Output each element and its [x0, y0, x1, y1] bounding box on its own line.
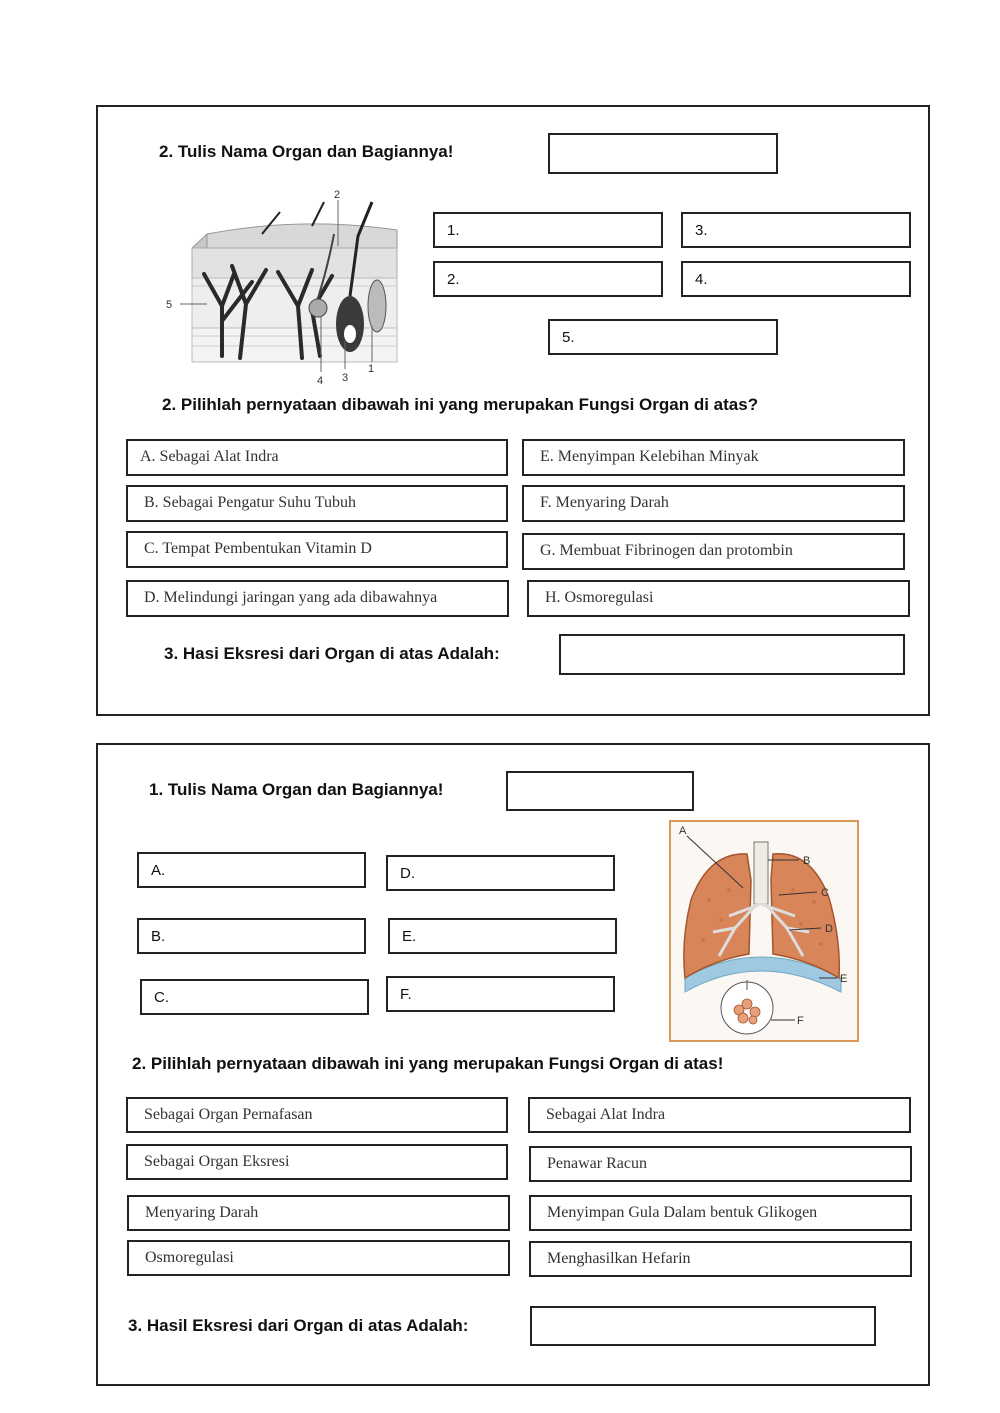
diagram-label-4: 4	[317, 375, 324, 387]
option-organ-eksresi[interactable]: Sebagai Organ Eksresi	[126, 1144, 508, 1180]
part-input-e[interactable]: E.	[388, 918, 617, 954]
option-f[interactable]: F. Menyaring Darah	[522, 485, 905, 522]
part-input-f[interactable]: F.	[386, 976, 615, 1012]
part-input-2[interactable]: 2.	[433, 261, 663, 297]
option-a[interactable]: A. Sebagai Alat Indra	[126, 439, 508, 476]
excretion-answer-input[interactable]	[559, 634, 905, 675]
lung-label-f: F	[797, 1015, 804, 1027]
lungs-diagram	[669, 820, 859, 1042]
part-input-1[interactable]: 1.	[433, 212, 663, 248]
option-glikogen[interactable]: Menyimpan Gula Dalam bentuk Glikogen	[529, 1195, 912, 1231]
diagram-label-1: 1	[368, 363, 375, 375]
part-input-a[interactable]: A.	[137, 852, 366, 888]
question-2-title: 2. Pilihlah pernyataan dibawah ini yang merupakan Fungsi Organ di atas?	[162, 395, 759, 414]
option-e[interactable]: E. Menyimpan Kelebihan Minyak	[522, 439, 905, 476]
option-menyaring-darah[interactable]: Menyaring Darah	[127, 1195, 510, 1231]
question-1-title: 2. Tulis Nama Organ dan Bagiannya!	[159, 142, 454, 161]
option-h[interactable]: H. Osmoregulasi	[527, 580, 910, 617]
diagram-label-2: 2	[334, 189, 341, 201]
option-hefarin[interactable]: Menghasilkan Hefarin	[529, 1241, 912, 1277]
lung-label-e: E	[840, 973, 848, 985]
lung-label-d: D	[825, 923, 833, 935]
part-input-4[interactable]: 4.	[681, 261, 911, 297]
part-input-b[interactable]: B.	[137, 918, 366, 954]
option-penawar-racun[interactable]: Penawar Racun	[529, 1146, 912, 1182]
organ-name-input-lungs[interactable]	[506, 771, 694, 811]
diagram-label-3: 3	[342, 372, 349, 384]
option-alat-indra[interactable]: Sebagai Alat Indra	[528, 1097, 911, 1133]
question-1-title-lungs: 1. Tulis Nama Organ dan Bagiannya!	[149, 780, 444, 799]
skin-diagram	[162, 186, 412, 390]
diagram-label-5: 5	[166, 299, 173, 311]
lung-label-c: C	[821, 887, 829, 899]
question-3-title-lungs: 3. Hasil Eksresi dari Organ di atas Adalah:	[128, 1316, 469, 1335]
option-osmoregulasi[interactable]: Osmoregulasi	[127, 1240, 510, 1276]
option-b[interactable]: B. Sebagai Pengatur Suhu Tubuh	[126, 485, 508, 522]
part-input-d[interactable]: D.	[386, 855, 615, 891]
option-d[interactable]: D. Melindungi jaringan yang ada dibawahnya	[126, 580, 509, 617]
option-c[interactable]: C. Tempat Pembentukan Vitamin D	[126, 531, 508, 568]
excretion-answer-input-lungs[interactable]	[530, 1306, 876, 1346]
lung-label-b: B	[803, 855, 811, 867]
lung-label-a: A	[679, 825, 687, 837]
question-2-title-lungs: 2. Pilihlah pernyataan dibawah ini yang merupakan Fungsi Organ di atas!	[132, 1054, 724, 1073]
question-3-title: 3. Hasi Eksresi dari Organ di atas Adalah:	[164, 644, 500, 663]
part-input-c[interactable]: C.	[140, 979, 369, 1015]
part-input-3[interactable]: 3.	[681, 212, 911, 248]
option-organ-pernafasan[interactable]: Sebagai Organ Pernafasan	[126, 1097, 508, 1133]
organ-name-input[interactable]	[548, 133, 778, 174]
option-g[interactable]: G. Membuat Fibrinogen dan protombin	[522, 533, 905, 570]
part-input-5[interactable]: 5.	[548, 319, 778, 355]
